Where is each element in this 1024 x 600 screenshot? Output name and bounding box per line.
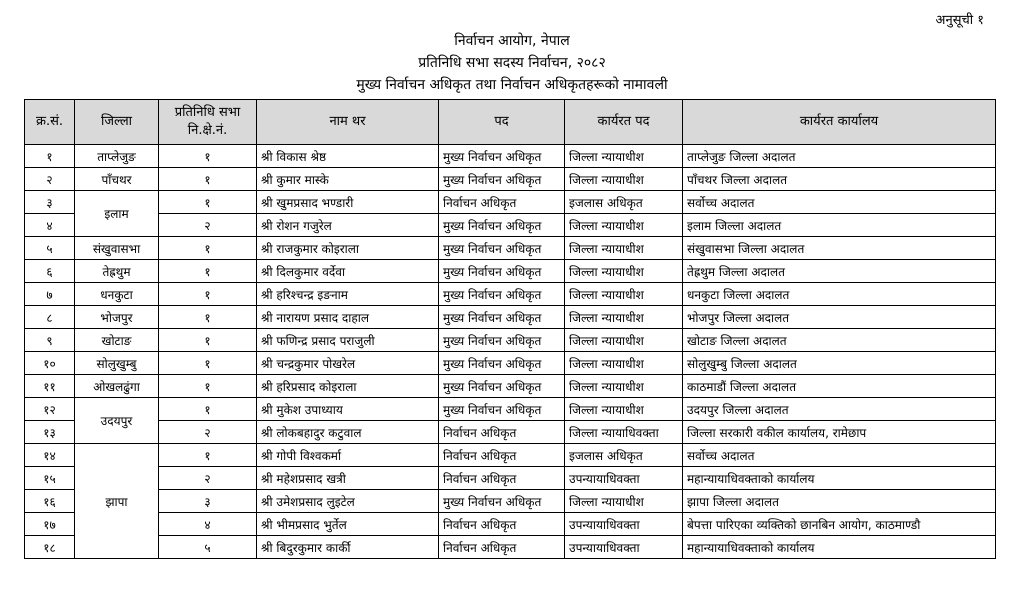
cell-name: श्री नारायण प्रसाद दाहाल bbox=[257, 306, 439, 329]
cell-name: श्री राजकुमार कोइराला bbox=[257, 237, 439, 260]
constituency-header-line1: प्रतिनिधि सभा bbox=[174, 105, 241, 120]
cell-current-post: जिल्ला न्यायाधीश bbox=[565, 145, 683, 168]
col-sn-header: क्र.सं. bbox=[25, 100, 75, 145]
cell-constituency: २ bbox=[159, 421, 257, 444]
cell-office: काठमाडौं जिल्ला अदालत bbox=[683, 375, 996, 398]
cell-post: मुख्य निर्वाचन अधिकृत bbox=[439, 306, 565, 329]
cell-office: ताप्लेजुङ जिल्ला अदालत bbox=[683, 145, 996, 168]
cell-office: सर्वोच्च अदालत bbox=[683, 444, 996, 467]
cell-sn: ५ bbox=[25, 237, 75, 260]
cell-constituency: १ bbox=[159, 191, 257, 214]
cell-sn: ११ bbox=[25, 375, 75, 398]
cell-name: श्री कुमार मास्के bbox=[257, 168, 439, 191]
cell-name: श्री चन्द्रकुमार पोखरेल bbox=[257, 352, 439, 375]
cell-district: संखुवासभा bbox=[75, 237, 159, 260]
cell-office: भोजपुर जिल्ला अदालत bbox=[683, 306, 996, 329]
cell-constituency: १ bbox=[159, 352, 257, 375]
cell-post: निर्वाचन अधिकृत bbox=[439, 536, 565, 559]
cell-post: मुख्य निर्वाचन अधिकृत bbox=[439, 214, 565, 237]
cell-constituency: १ bbox=[159, 260, 257, 283]
cell-sn: १४ bbox=[25, 444, 75, 467]
col-constituency-header bbox=[159, 100, 257, 145]
cell-current-post: जिल्ला न्यायाधीश bbox=[565, 260, 683, 283]
table-row bbox=[25, 352, 996, 375]
cell-post: मुख्य निर्वाचन अधिकृत bbox=[439, 237, 565, 260]
cell-constituency: १ bbox=[159, 145, 257, 168]
cell-post: निर्वाचन अधिकृत bbox=[439, 421, 565, 444]
cell-office: महान्यायाधिवक्ताको कार्यालय bbox=[683, 536, 996, 559]
table-row bbox=[25, 306, 996, 329]
list-title: मुख्य निर्वाचन अधिकृत तथा निर्वाचन अधिकृतहरूको नामावली bbox=[356, 77, 668, 93]
cell-current-post: उपन्यायाधिवक्ता bbox=[565, 536, 683, 559]
cell-sn: ६ bbox=[25, 260, 75, 283]
cell-post: निर्वाचन अधिकृत bbox=[439, 513, 565, 536]
table-row bbox=[25, 214, 996, 237]
cell-current-post: जिल्ला न्यायाधीश bbox=[565, 398, 683, 421]
cell-name: श्री खुमप्रसाद भण्डारी bbox=[257, 191, 439, 214]
cell-current-post: जिल्ला न्यायाधीश bbox=[565, 283, 683, 306]
cell-name: श्री बिदुरकुमार कार्की bbox=[257, 536, 439, 559]
cell-current-post: उपन्यायाधिवक्ता bbox=[565, 513, 683, 536]
table-row bbox=[25, 260, 996, 283]
officers-table bbox=[24, 99, 996, 559]
election-title: प्रतिनिधि सभा सदस्य निर्वाचन, २०८२ bbox=[418, 55, 606, 71]
cell-post: मुख्य निर्वाचन अधिकृत bbox=[439, 398, 565, 421]
cell-constituency: २ bbox=[159, 467, 257, 490]
cell-sn: २ bbox=[25, 168, 75, 191]
cell-post: मुख्य निर्वाचन अधिकृत bbox=[439, 260, 565, 283]
cell-district: भोजपुर bbox=[75, 306, 159, 329]
cell-constituency: १ bbox=[159, 444, 257, 467]
table-row bbox=[25, 168, 996, 191]
cell-sn: ४ bbox=[25, 214, 75, 237]
cell-sn: १३ bbox=[25, 421, 75, 444]
table-row bbox=[25, 490, 996, 513]
cell-sn: ७ bbox=[25, 283, 75, 306]
cell-constituency: १ bbox=[159, 168, 257, 191]
table-row bbox=[25, 329, 996, 352]
cell-current-post: इजलास अधिकृत bbox=[565, 191, 683, 214]
table-row bbox=[25, 191, 996, 214]
cell-office: खोटाङ जिल्ला अदालत bbox=[683, 329, 996, 352]
table-row bbox=[25, 283, 996, 306]
cell-sn: ८ bbox=[25, 306, 75, 329]
cell-sn: १२ bbox=[25, 398, 75, 421]
cell-post: मुख्य निर्वाचन अधिकृत bbox=[439, 329, 565, 352]
cell-constituency: २ bbox=[159, 214, 257, 237]
document-titles bbox=[0, 30, 1024, 96]
table-row bbox=[25, 444, 996, 467]
col-district-header: जिल्ला bbox=[75, 100, 159, 145]
annex-label: अनुसूची १ bbox=[935, 13, 984, 28]
cell-sn: १६ bbox=[25, 490, 75, 513]
cell-district: तेह्रथुम bbox=[75, 260, 159, 283]
cell-sn: १७ bbox=[25, 513, 75, 536]
table-row bbox=[25, 467, 996, 490]
cell-district: धनकुटा bbox=[75, 283, 159, 306]
cell-current-post: जिल्ला न्यायाधीश bbox=[565, 375, 683, 398]
cell-office: सर्वोच्च अदालत bbox=[683, 191, 996, 214]
cell-current-post: जिल्ला न्यायाधीश bbox=[565, 490, 683, 513]
cell-district: खोटाङ bbox=[75, 329, 159, 352]
cell-name: श्री भीमप्रसाद भुर्तेल bbox=[257, 513, 439, 536]
cell-constituency: १ bbox=[159, 237, 257, 260]
col-name-header: नाम थर bbox=[257, 100, 439, 145]
cell-sn: १८ bbox=[25, 536, 75, 559]
cell-name: श्री दिलकुमार वर्देवा bbox=[257, 260, 439, 283]
cell-sn: ३ bbox=[25, 191, 75, 214]
cell-office: सोलुखुम्बु जिल्ला अदालत bbox=[683, 352, 996, 375]
cell-district: सोलुखुम्बु bbox=[75, 352, 159, 375]
cell-current-post: जिल्ला न्यायाधीश bbox=[565, 168, 683, 191]
cell-current-post: जिल्ला न्यायाधीश bbox=[565, 329, 683, 352]
cell-current-post: इजलास अधिकृत bbox=[565, 444, 683, 467]
cell-post: मुख्य निर्वाचन अधिकृत bbox=[439, 168, 565, 191]
table-row bbox=[25, 398, 996, 421]
cell-constituency: १ bbox=[159, 398, 257, 421]
cell-current-post: जिल्ला न्यायाधीश bbox=[565, 306, 683, 329]
cell-name: श्री मुकेश उपाध्याय bbox=[257, 398, 439, 421]
cell-current-post: जिल्ला न्यायाधीश bbox=[565, 237, 683, 260]
cell-constituency: १ bbox=[159, 375, 257, 398]
cell-constituency: १ bbox=[159, 329, 257, 352]
table-row bbox=[25, 536, 996, 559]
cell-office: इलाम जिल्ला अदालत bbox=[683, 214, 996, 237]
cell-name: श्री हरिप्रसाद कोइराला bbox=[257, 375, 439, 398]
table-row bbox=[25, 237, 996, 260]
cell-post: मुख्य निर्वाचन अधिकृत bbox=[439, 145, 565, 168]
cell-constituency: ४ bbox=[159, 513, 257, 536]
cell-constituency: १ bbox=[159, 283, 257, 306]
cell-office: धनकुटा जिल्ला अदालत bbox=[683, 283, 996, 306]
cell-constituency: ५ bbox=[159, 536, 257, 559]
cell-name: श्री फणिन्द्र प्रसाद पराजुली bbox=[257, 329, 439, 352]
cell-sn: १ bbox=[25, 145, 75, 168]
cell-constituency: ३ bbox=[159, 490, 257, 513]
commission-title: निर्वाचन आयोग, नेपाल bbox=[454, 33, 570, 49]
col-office-header: कार्यरत कार्यालय bbox=[683, 100, 996, 145]
cell-district: झापा bbox=[75, 444, 159, 559]
cell-office: उदयपुर जिल्ला अदालत bbox=[683, 398, 996, 421]
table-row bbox=[25, 513, 996, 536]
cell-name: श्री लोकबहादुर कटुवाल bbox=[257, 421, 439, 444]
cell-district: इलाम bbox=[75, 191, 159, 237]
cell-current-post: जिल्ला न्यायाधीश bbox=[565, 352, 683, 375]
cell-post: निर्वाचन अधिकृत bbox=[439, 444, 565, 467]
cell-office: बेपत्ता पारिएका व्यक्तिको छानबिन आयोग, काठमाण्डौ bbox=[683, 513, 996, 536]
cell-district: पाँचथर bbox=[75, 168, 159, 191]
table-row bbox=[25, 375, 996, 398]
cell-post: मुख्य निर्वाचन अधिकृत bbox=[439, 283, 565, 306]
cell-post: मुख्य निर्वाचन अधिकृत bbox=[439, 375, 565, 398]
cell-name: श्री उमेशप्रसाद लुइटेल bbox=[257, 490, 439, 513]
cell-post: निर्वाचन अधिकृत bbox=[439, 191, 565, 214]
cell-name: श्री रोशन गजुरेल bbox=[257, 214, 439, 237]
col-post-header: पद bbox=[439, 100, 565, 145]
cell-office: झापा जिल्ला अदालत bbox=[683, 490, 996, 513]
cell-name: श्री विकास श्रेष्ठ bbox=[257, 145, 439, 168]
cell-current-post: जिल्ला न्यायाधिवक्ता bbox=[565, 421, 683, 444]
cell-office: जिल्ला सरकारी वकील कार्यालय, रामेछाप bbox=[683, 421, 996, 444]
cell-district: ओखलढुंगा bbox=[75, 375, 159, 398]
cell-post: मुख्य निर्वाचन अधिकृत bbox=[439, 352, 565, 375]
cell-office: पाँचथर जिल्ला अदालत bbox=[683, 168, 996, 191]
cell-office: संखुवासभा जिल्ला अदालत bbox=[683, 237, 996, 260]
cell-district: उदयपुर bbox=[75, 398, 159, 444]
cell-post: निर्वाचन अधिकृत bbox=[439, 467, 565, 490]
cell-current-post: जिल्ला न्यायाधीश bbox=[565, 214, 683, 237]
cell-name: श्री गोपी विश्वकर्मा bbox=[257, 444, 439, 467]
table-header-row bbox=[25, 100, 996, 145]
table-row bbox=[25, 421, 996, 444]
cell-name: श्री हरिश्चन्द्र इङनाम bbox=[257, 283, 439, 306]
table-row bbox=[25, 145, 996, 168]
cell-district: ताप्लेजुङ bbox=[75, 145, 159, 168]
cell-current-post: उपन्यायाधिवक्ता bbox=[565, 467, 683, 490]
cell-sn: ९ bbox=[25, 329, 75, 352]
cell-office: तेह्रथुम जिल्ला अदालत bbox=[683, 260, 996, 283]
cell-sn: १० bbox=[25, 352, 75, 375]
cell-post: मुख्य निर्वाचन अधिकृत bbox=[439, 490, 565, 513]
col-current-post-header: कार्यरत पद bbox=[565, 100, 683, 145]
cell-office: महान्यायाधिवक्ताको कार्यालय bbox=[683, 467, 996, 490]
cell-name: श्री महेशप्रसाद खत्री bbox=[257, 467, 439, 490]
constituency-header-line2: नि.क्षे.नं. bbox=[187, 123, 228, 138]
cell-constituency: १ bbox=[159, 306, 257, 329]
cell-sn: १५ bbox=[25, 467, 75, 490]
